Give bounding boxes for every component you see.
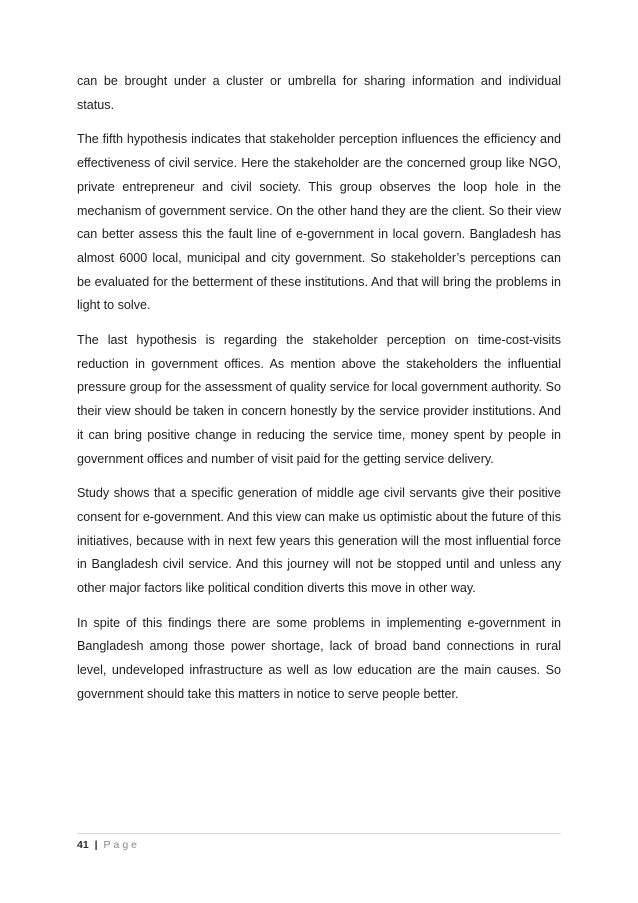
paragraph: In spite of this findings there are some problems in implementing e-government in Bangladesh among those power shortage, lack of broad band connections in rural level, undeveloped infrastructure as well as low education are the main causes. So government should take this matters in notice to serve people better.	[77, 615, 561, 701]
footer-divider	[77, 833, 561, 834]
page-footer	[77, 838, 140, 852]
page-number: 41	[77, 839, 89, 851]
footer-separator: |	[94, 839, 98, 851]
paragraph: The last hypothesis is regarding the stakeholder perception on time-cost-visits reduction in government offices. As mention above the stakeholders the influential pressure group for the assessment of quality service for local government authority. So their view should be taken in concern honestly by the service provider institutions. And it can bring positive change in reducing the service time, money spent by people in government offices and number of visit paid for the getting service delivery.	[77, 333, 561, 466]
paragraph: can be brought under a cluster or umbrella for sharing information and individual status.	[77, 74, 561, 112]
paragraph: The fifth hypothesis indicates that stakeholder perception influences the efficiency and effectiveness of civil service. Here the stakeholder are the concerned group like NGO, private entrepreneur and civil society. This group observes the loop hole in the mechanism of government service. On the other hand they are the client. So their view can better assess this the fault line of e-government in local govern. Bangladesh has almost 6000 local, municipal and city government. So stakeholder’s perceptions can be evaluated for the betterment of these institutions. And that will bring the problems in light to solve.	[77, 132, 561, 313]
document-body	[77, 70, 561, 718]
paragraph: Study shows that a specific generation of middle age civil servants give their positive consent for e-government. And this view can make us optimistic about the future of this initiatives, because with in next few years this generation will the most influential force in Bangladesh civil service. And this journey will not be stopped until and unless any other major factors like political condition diverts this move in other way.	[77, 486, 561, 596]
page-label: Page	[103, 839, 141, 851]
